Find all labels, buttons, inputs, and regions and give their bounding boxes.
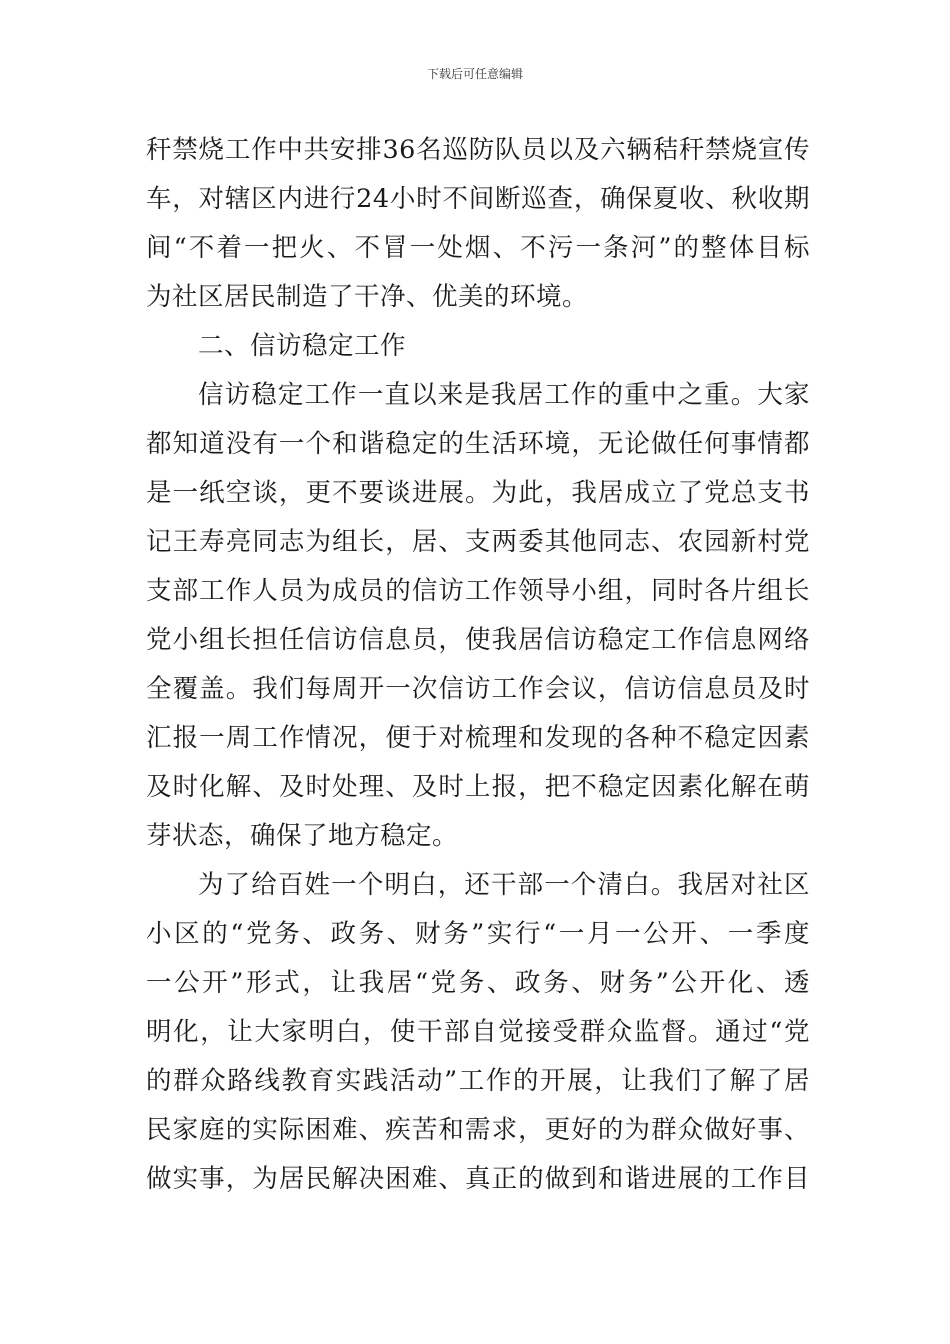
text-line: 记王寿亮同志为组长，居、支两委其他同志、农园新村党 xyxy=(146,527,810,557)
text-line: 支部工作人员为成员的信访工作领导小组，同时各片组长 xyxy=(146,576,810,606)
text-line: 小区的“党务、政务、财务”实行“一月一公开、一季度 xyxy=(146,919,810,949)
text-line: 全覆盖。我们每周开一次信访工作会议，信访信息员及时 xyxy=(146,674,810,704)
text-line: 做实事，为居民解决困难、真正的做到和谐进展的工作目 xyxy=(146,1164,810,1194)
document-body xyxy=(146,126,810,1204)
text-line: 汇报一周工作情况，便于对梳理和发现的各种不稳定因素 xyxy=(146,723,810,753)
text-line: 间“不着一把火、不冒一处烟、不污一条河”的整体目标 xyxy=(146,233,810,263)
text-line: 是一纸空谈，更不要谈进展。为此，我居成立了党总支书 xyxy=(146,478,810,508)
text-line: 二、信访稳定工作 xyxy=(198,331,407,361)
text-line: 车，对辖区内进行24小时不间断巡查，确保夏收、秋收期 xyxy=(146,184,810,214)
text-line: 秆禁烧工作中共安排36名巡防队员以及六辆秸秆禁烧宣传 xyxy=(146,135,810,165)
text-line: 一公开”形式，让我居“党务、政务、财务”公开化、透 xyxy=(146,968,810,998)
text-line: 民家庭的实际困难、疾苦和需求，更好的为群众做好事、 xyxy=(146,1115,810,1145)
text-line: 党小组长担任信访信息员，使我居信访稳定工作信息网络 xyxy=(146,625,810,655)
text-line: 为社区居民制造了干净、优美的环境。 xyxy=(146,282,589,312)
text-line: 为了给百姓一个明白，还干部一个清白。我居对社区 xyxy=(198,870,810,900)
text-line: 都知道没有一个和谐稳定的生活环境，无论做任何事情都 xyxy=(146,429,810,459)
text-line: 信访稳定工作一直以来是我居工作的重中之重。大家 xyxy=(198,380,810,410)
text-line: 的群众路线教育实践活动”工作的开展，让我们了解了居 xyxy=(146,1066,810,1096)
text-line: 及时化解、及时处理、及时上报，把不稳定因素化解在萌 xyxy=(146,772,810,802)
page-header: 下载后可任意编辑 xyxy=(426,67,523,81)
text-line: 明化，让大家明白，使干部自觉接受群众监督。通过“党 xyxy=(146,1017,810,1047)
text-line: 芽状态，确保了地方稳定。 xyxy=(146,821,459,851)
